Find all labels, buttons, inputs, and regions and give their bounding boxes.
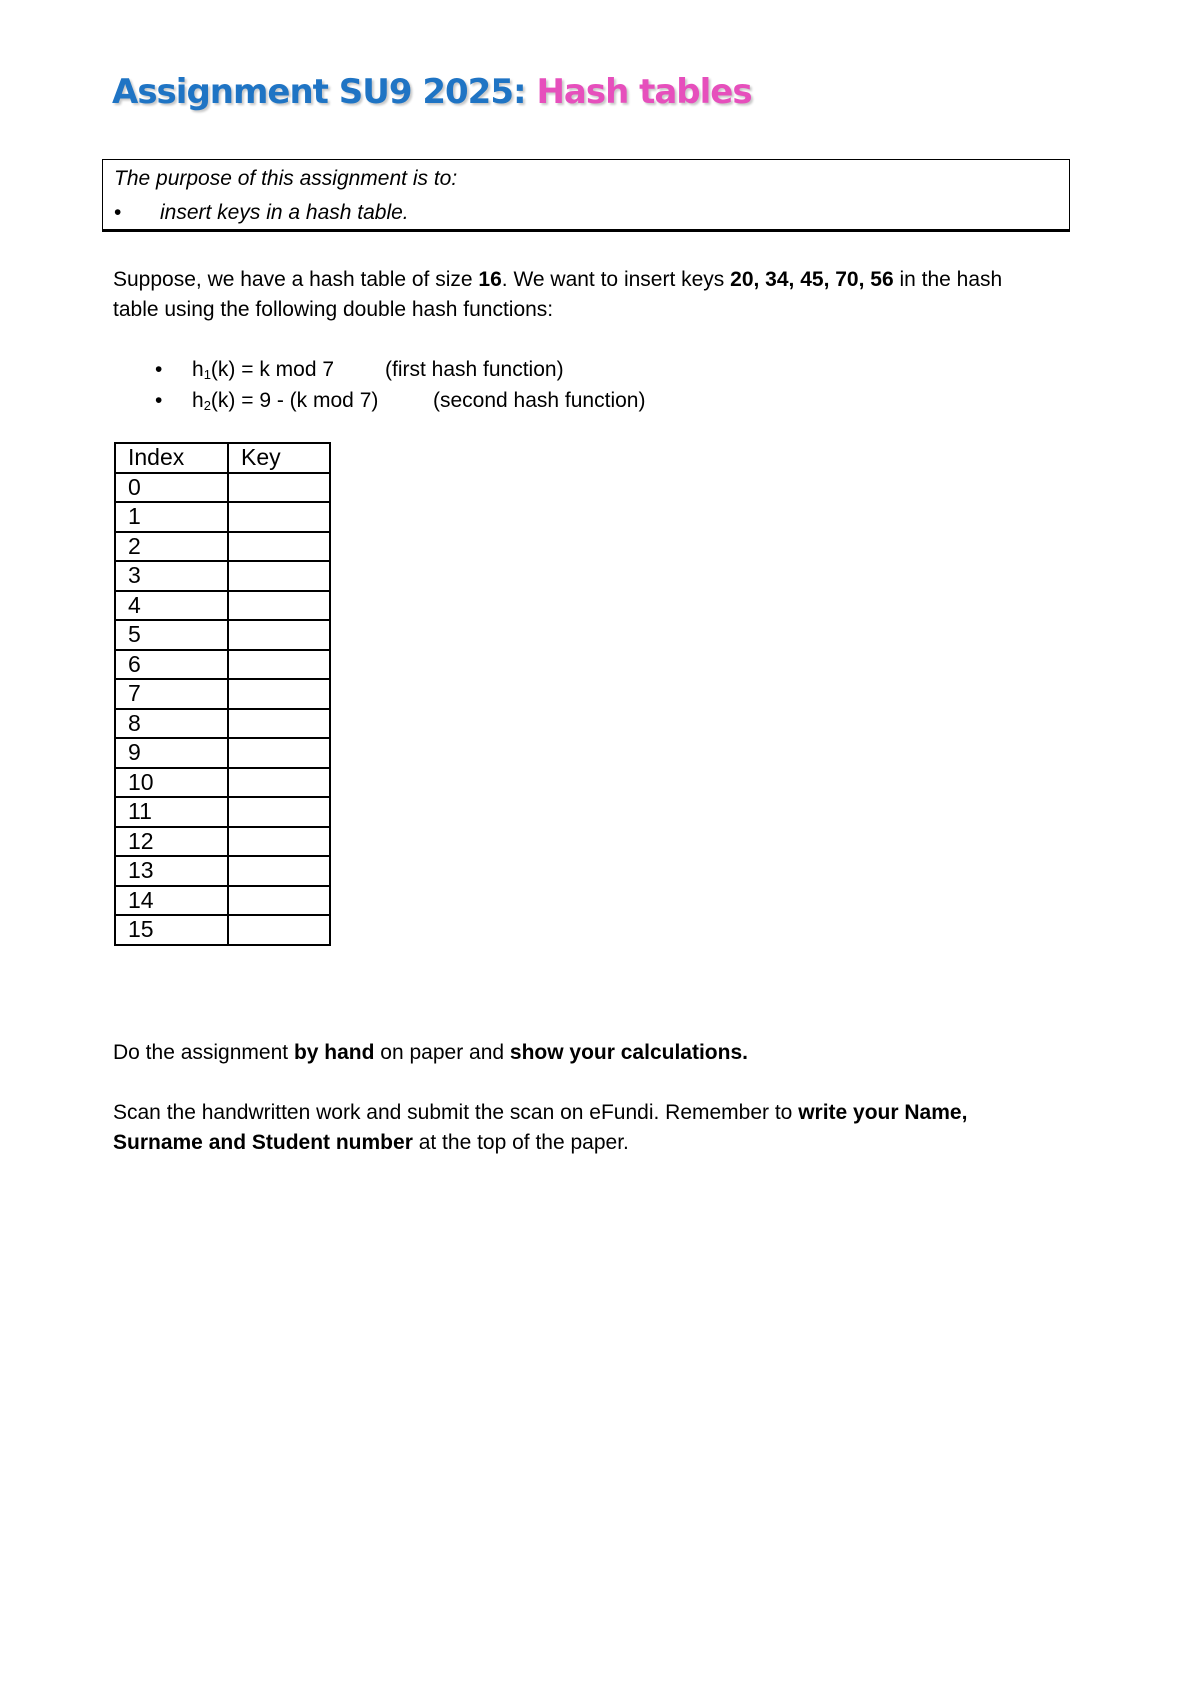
index-cell: 4 bbox=[115, 591, 228, 621]
key-cell[interactable] bbox=[228, 591, 330, 621]
table-row bbox=[115, 738, 330, 768]
index-cell: 9 bbox=[115, 738, 228, 768]
purpose-box bbox=[102, 159, 1070, 232]
instr-bold: write your Name, bbox=[798, 1101, 968, 1124]
fn-name: h bbox=[192, 389, 204, 412]
table-row bbox=[115, 886, 330, 916]
fn-name: h bbox=[192, 358, 204, 381]
title-topic: Hash tables bbox=[536, 72, 752, 112]
key-cell[interactable] bbox=[228, 738, 330, 768]
key-cell[interactable] bbox=[228, 502, 330, 532]
table-row bbox=[115, 532, 330, 562]
instr-bold: by hand bbox=[293, 1041, 375, 1064]
key-cell[interactable] bbox=[228, 473, 330, 503]
table-size: 16 bbox=[478, 268, 502, 291]
keys-list: 20, 34, 45, 70, 56 bbox=[730, 268, 894, 291]
problem-statement bbox=[113, 265, 1002, 325]
index-cell: 0 bbox=[115, 473, 228, 503]
index-cell: 10 bbox=[115, 768, 228, 798]
hash-function-2-note: (second hash function) bbox=[433, 389, 646, 412]
table-row bbox=[115, 827, 330, 857]
header-index: Index bbox=[115, 443, 228, 473]
index-cell: 2 bbox=[115, 532, 228, 562]
table-row bbox=[115, 473, 330, 503]
problem-text-3: in the hash bbox=[893, 268, 1003, 291]
key-cell[interactable] bbox=[228, 679, 330, 709]
fn-expression: (k) = 9 - (k mod 7) bbox=[210, 389, 379, 412]
page-title bbox=[112, 72, 752, 112]
fn-subscript: 2 bbox=[203, 398, 211, 413]
instr-bold: show your calculations. bbox=[509, 1041, 748, 1064]
problem-text-1: Suppose, we have a hash table of size bbox=[113, 268, 479, 291]
key-cell[interactable] bbox=[228, 650, 330, 680]
hash-table bbox=[114, 442, 331, 946]
instr-text: at the top of the paper. bbox=[412, 1131, 629, 1154]
index-cell: 7 bbox=[115, 679, 228, 709]
purpose-item bbox=[114, 201, 409, 225]
key-cell[interactable] bbox=[228, 886, 330, 916]
table-row bbox=[115, 679, 330, 709]
key-cell[interactable] bbox=[228, 561, 330, 591]
index-cell: 13 bbox=[115, 856, 228, 886]
index-cell: 14 bbox=[115, 886, 228, 916]
problem-text-2: . We want to insert keys bbox=[501, 268, 731, 291]
problem-text-4: table using the following double hash functions: bbox=[113, 298, 554, 321]
key-cell[interactable] bbox=[228, 768, 330, 798]
index-cell: 5 bbox=[115, 620, 228, 650]
index-cell: 12 bbox=[115, 827, 228, 857]
table-row bbox=[115, 797, 330, 827]
instr-text: Do the assignment bbox=[113, 1041, 294, 1064]
instruction-2 bbox=[113, 1098, 967, 1158]
table-header-row bbox=[115, 443, 330, 473]
table-row bbox=[115, 709, 330, 739]
key-cell[interactable] bbox=[228, 856, 330, 886]
index-cell: 15 bbox=[115, 915, 228, 945]
hash-function-1-note: (first hash function) bbox=[385, 358, 564, 381]
table-row bbox=[115, 502, 330, 532]
instruction-1 bbox=[113, 1038, 748, 1068]
index-cell: 1 bbox=[115, 502, 228, 532]
table-row bbox=[115, 561, 330, 591]
bullet-icon: • bbox=[155, 358, 163, 381]
table-row bbox=[115, 650, 330, 680]
purpose-intro: The purpose of this assignment is to: bbox=[114, 167, 458, 190]
fn-subscript: 1 bbox=[203, 367, 211, 382]
key-cell[interactable] bbox=[228, 709, 330, 739]
index-cell: 8 bbox=[115, 709, 228, 739]
bullet-icon: • bbox=[114, 201, 122, 224]
table-row bbox=[115, 768, 330, 798]
bullet-icon: • bbox=[155, 389, 163, 412]
title-course: Assignment SU9 2025: bbox=[112, 72, 526, 112]
index-cell: 6 bbox=[115, 650, 228, 680]
header-key: Key bbox=[228, 443, 330, 473]
index-cell: 11 bbox=[115, 797, 228, 827]
key-cell[interactable] bbox=[228, 620, 330, 650]
table-row bbox=[115, 620, 330, 650]
key-cell[interactable] bbox=[228, 827, 330, 857]
table-row bbox=[115, 591, 330, 621]
index-cell: 3 bbox=[115, 561, 228, 591]
instr-bold: Surname and Student number bbox=[113, 1131, 413, 1154]
key-cell[interactable] bbox=[228, 532, 330, 562]
key-cell[interactable] bbox=[228, 915, 330, 945]
key-cell[interactable] bbox=[228, 797, 330, 827]
hash-function-2-expr bbox=[192, 385, 378, 421]
instr-text: on paper and bbox=[374, 1041, 510, 1064]
fn-expression: (k) = k mod 7 bbox=[210, 358, 335, 381]
hash-table-body bbox=[115, 473, 330, 945]
table-row bbox=[115, 856, 330, 886]
purpose-item-text: insert keys in a hash table. bbox=[160, 201, 409, 224]
instr-text: Scan the handwritten work and submit the scan on eFundi. Remember to bbox=[113, 1101, 799, 1124]
table-row bbox=[115, 915, 330, 945]
